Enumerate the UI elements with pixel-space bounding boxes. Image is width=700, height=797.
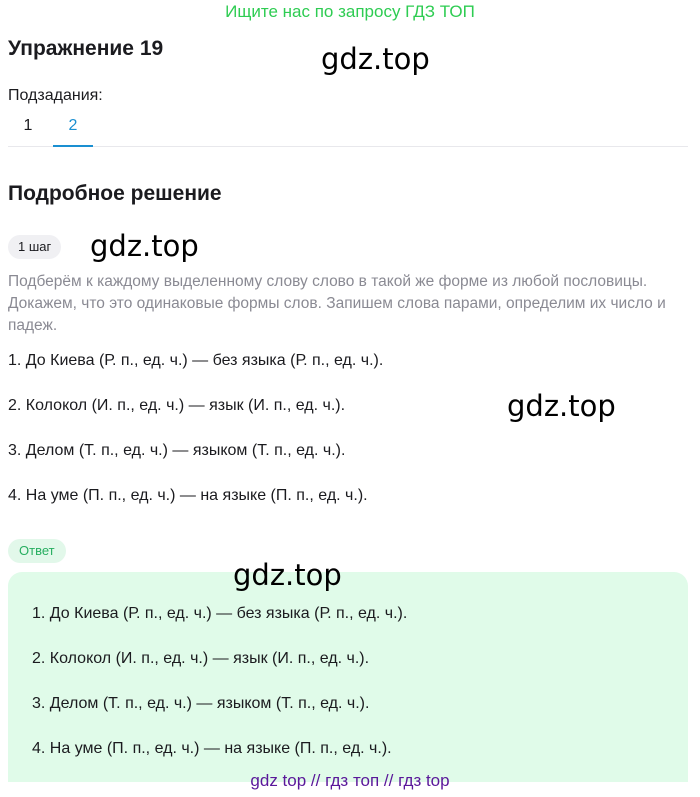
answer-line: 1. До Киева (Р. п., ед. ч.) — без языка (Р. п., ед. ч.). (32, 605, 408, 622)
answer-line: 4. На уме (П. п., ед. ч.) — на языке (П. п., ед. ч.). (32, 740, 392, 757)
solution-explanation: Подберём к каждому выделенному слову слово в такой же форме из любой пословицы. Докажем, что это одинаковые формы слов. Запишем слова парами, определим их число и падеж. (8, 273, 666, 334)
watermark: gdz.top (321, 42, 430, 76)
subtask-tabs (8, 108, 688, 147)
subtask-tab-1[interactable]: 1 (23, 117, 33, 134)
watermark: gdz.top (233, 558, 342, 592)
subtask-tab-2-active[interactable]: 2 (53, 108, 93, 147)
answer-line: 3. Делом (Т. п., ед. ч.) — языком (Т. п., ед. ч.). (32, 695, 370, 712)
subtasks-label: Подзадания: (8, 87, 103, 104)
page-title: Упражнение 19 (8, 37, 164, 60)
solution-line: 3. Делом (Т. п., ед. ч.) — языком (Т. п., ед. ч.). (8, 442, 346, 459)
watermark: gdz.top (90, 229, 199, 263)
footer-links[interactable]: gdz top // гдз топ // гдз top (250, 771, 450, 790)
solution-line: 4. На уме (П. п., ед. ч.) — на языке (П. п., ед. ч.). (8, 487, 368, 504)
solution-line: 1. До Киева (Р. п., ед. ч.) — без языка (Р. п., ед. ч.). (8, 352, 384, 369)
promo-banner[interactable]: Ищите нас по запросу ГДЗ ТОП (225, 2, 475, 21)
solution-heading: Подробное решение (8, 182, 222, 205)
step-badge: 1 шаг (8, 235, 61, 259)
watermark: gdz.top (507, 389, 616, 423)
solution-line: 2. Колокол (И. п., ед. ч.) — язык (И. п., ед. ч.). (8, 397, 346, 414)
answer-badge: Ответ (8, 539, 66, 563)
answer-line: 2. Колокол (И. п., ед. ч.) — язык (И. п., ед. ч.). (32, 650, 370, 667)
